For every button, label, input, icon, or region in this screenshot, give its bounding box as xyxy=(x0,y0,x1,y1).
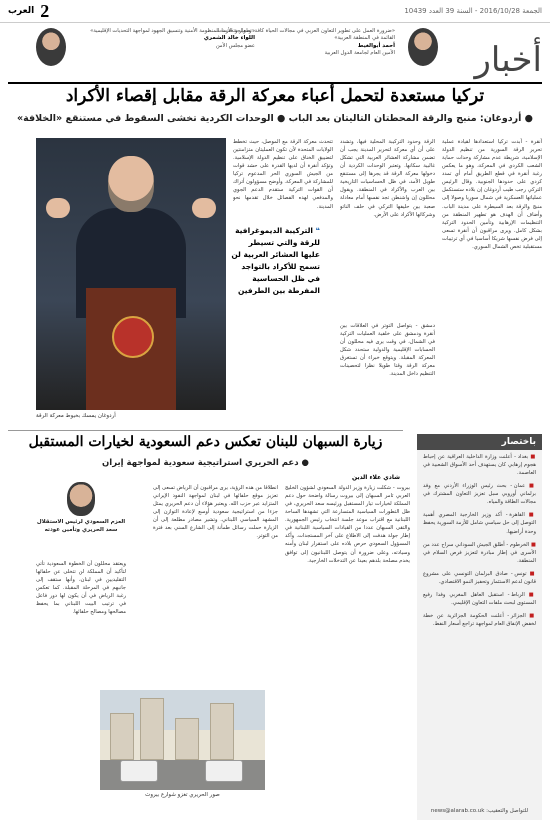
second-story-column-1: بيروت - شكلت زيارة وزير الدولة السعودي لشؤون الخليج العربي ثامر السبهان إلى بيروت رسالة واضحة حول دعم المملكة لخيارات تيار المستقبل ورئيسه سعد الحريري، في ظل التطورات السياسية المتسارعة التي تشهدها الساحة اللبنانية مع اقتراب موعد جلسة انتخاب رئيس الجمهورية. والتقى السبهان عددا من القيادات السياسية اللبنانية في إطار جولة هدفت إلى الاطلاع على آخر المستجدات. وأكد المسؤول السعودي حرص بلاده على استقرار لبنان وأمنه وسيادته، وعلى ضرورة أن يتوصل اللبنانيون إلى توافق يخدم مصلحة بلدهم بعيدا عن التدخلات الخارجية. xyxy=(285,485,410,564)
list-item: ■ الخرطوم - أطلق الجيش السوداني سراح عدد من الأسرى في إطار مبادرة لتعزيز فرص السلام في المنطقة. xyxy=(423,541,536,564)
presidential-emblem-icon xyxy=(112,316,154,358)
header-divider xyxy=(8,82,542,84)
byline: شادي علاء الدين xyxy=(351,474,400,481)
quote-role: عضو مجلس الأمن xyxy=(215,42,255,49)
sidebar-title: باختصار xyxy=(417,434,542,450)
list-item: ■ الرباط - استقبل العاهل المغربي وفدا رفيع المستوى لبحث ملفات التعاون الإقليمي. xyxy=(423,591,536,606)
masthead xyxy=(8,1,49,22)
issue-info: الجمعة 2016/10/28 - السنة 39 العدد 10439 xyxy=(404,7,542,15)
main-story-column-1: أنقرة - أبدت تركيا استعدادها لقيادة عملية تحرير الرقة السورية من تنظيم الدولة الإسلامية، شريطة عدم مشاركة وحدات حماية الشعب الكردي في المعركة، وهو ما يعكس رغبة أنقرة في قطع الطريق أمام أي تمدد كردي على حدودها الجنوبية. وقال الرئيس التركي رجب طيب أردوغان إن بلاده ستستكمل عملياتها العسكرية في شمال سوريا وصولا إلى منبج والرقة بعد السيطرة على مدينة الباب. وأضاف أن الهدف هو تطهير المنطقة من التنظيمات الإرهابية وتأمين الحدود التركية بشكل كامل. ويرى مراقبون أن أنقرة تسعى إلى فرض نفسها شريكا أساسيا في أي ترتيبات مستقبلية تخص الشمال السوري. xyxy=(442,139,542,250)
pull-quote xyxy=(230,225,320,297)
second-story-column-3: ويعتقد محللون أن الخطوة السعودية تأتي لتأكيد أن المملكة لن تتخلى عن حلفائها التقليديين في لبنان، وأنها ستقف إلى جانبهم في المرحلة المقبلة. كما تعكس رغبة الرياض في أن يكون لها دور فاعل في ترتيب البيت اللبناني بما يحفظ مصالحها ومصالح حلفائها. xyxy=(36,561,126,616)
quote-author: اللواء خالد الشمري xyxy=(203,35,255,42)
photo-hand-right xyxy=(192,198,216,218)
photo-building xyxy=(175,718,199,760)
second-story-column-2: انطلاقا من هذه الرؤية، يرى مراقبون أن الرياض تسعى إلى تعزيز موقع حلفائها في لبنان لمواجهة النفوذ الإيراني المتزايد عبر حزب الله. ويعتبر هؤلاء أن دعم الحريري يمثل جزءا من استراتيجية سعودية أوسع لإعادة التوازن إلى المشهد السياسي اللبناني. وتشير مصادر مطلعة إلى أن الزيارة حملت رسائل طمأنة إلى الشارع السني بعد فترة من التوتر. xyxy=(153,485,278,540)
main-headline: تركيا مستعدة لتحمل أعباء معركة الرقة مقابل إقصاء الأكراد xyxy=(65,86,485,106)
list-item: ■ تونس - صادق البرلمان التونسي على مشروع قانون لدعم الاستثمار وتحفيز النمو الاقتصادي. xyxy=(423,570,536,585)
photo-building xyxy=(210,703,234,760)
second-headline: زيارة السبهان للبنان تعكس دعم السعودية لخيارات المستقبل xyxy=(28,434,383,450)
list-item: ■ الجزائر - أعلنت الحكومة الجزائرية عن خطة لخفض الإنفاق العام لمواجهة تراجع أسعار النفط. xyxy=(423,613,536,628)
portrait-face xyxy=(67,482,95,516)
quote-text: «تطوير وتحديث المنظومة الأمنية وتنسيق الجهود لمواجهة التحديات الإقليمية» xyxy=(90,28,255,34)
list-item: ■ عمان - بحث رئيس الوزراء الأردني مع وفد برلماني أوروبي سبل تعزيز التعاون المشترك في مجالات الطاقة والمياه. xyxy=(423,483,536,506)
pull-quote-text: التركيبة الديموغرافية للرقة والتي تسيطر عليها العشائر العربية لن تسمح للأكراد بالتواجد في ظل الحساسية المفرطة بين الطرفين xyxy=(231,226,320,295)
main-story-column-4: دمشق - يتواصل التوتر في العلاقات بين أنقرة ودمشق على خلفية العمليات التركية في الشمال، في وقت يرى فيه محللون أن الحسابات الإقليمية والدولية ستحدد شكل المعركة المقبلة. ويتوقع خبراء أن تستغرق معركة الرقة وقتا طويلا نظرا لتحصينات التنظيم داخل المدينة. xyxy=(340,323,435,378)
quote-text: «ضرورة العمل على تطوير التعاون العربي في مجالات الحياة كافة، ومعالجة الأزمات القائمة في المنطقة العربية» xyxy=(216,28,395,42)
quote-portrait-2 xyxy=(36,28,66,66)
quote-mark-icon: ❝ xyxy=(315,226,320,235)
photo-building xyxy=(140,698,164,760)
photo-vehicle xyxy=(120,760,158,782)
photo-vehicle xyxy=(205,760,243,782)
photo-hand-left xyxy=(46,198,70,218)
street-photo-caption: صور الحريري تغزو شوارع بيروت xyxy=(145,792,220,798)
main-subheadline: ● أردوغان: منبج والرقة المحطتان التاليتان بعد الباب ● الوحدات الكردية تخشى السقوط في مستنقع «الخلافة» xyxy=(17,113,533,124)
newspaper-logo: العرب xyxy=(8,6,35,16)
quote-portrait-1 xyxy=(408,28,438,66)
contact-email: للتواصل والتعقيب: news@alarab.co.uk xyxy=(430,808,529,814)
photo-figure-head xyxy=(108,156,154,212)
hariri-portrait xyxy=(36,482,126,535)
main-story-column-2: الرقة وحدود التركيبة المحلية فيها، وتشدد على أن أي معركة لتحرير المدينة يجب أن تضمن مشاركة العشائر العربية التي تشكل غالبية سكانها. وتعتبر الوحدات الكردية أن دخولها معركة الرقة قد يجرها إلى مستنقع طويل الأمد، في ظل الحساسيات التاريخية بين العرب والأكراد في المنطقة. ويقول محللون إن واشنطن تجد نفسها أمام معادلة صعبة بين حليفها التركي في حلف الناتو وشركائها الأكراد على الأرض. xyxy=(340,139,435,218)
quote-author: أحمد أبوالغيط xyxy=(357,42,395,49)
photo-building xyxy=(110,713,134,760)
second-subheadline: ● دعم الحريري استراتيجية سعودية لمواجهة إيران xyxy=(102,458,309,468)
main-photo-caption: أردوغان يمسك بخيوط معركة الرقة xyxy=(36,413,116,419)
section-title: أخبار xyxy=(474,40,542,80)
quote-box-2 xyxy=(80,28,255,50)
brief-news-sidebar xyxy=(417,434,542,820)
brief-news-list xyxy=(417,450,542,636)
main-story-column-3: تتحدث معركة الرقة مع الموصل، حيث تخطط الولايات المتحدة لأن تكون العمليتان متزامنتين لتضييق الخناق على تنظيم الدولة الإسلامية. وتؤكد أنقرة أن لديها القدرة على حشد قوات من الجيش السوري الحر المدعوم تركيا للمشاركة في المعركة. وأوضح مسؤولون أتراك أن القوات التركية ستقدم الدعم الجوي والمدفعي لهذه الفصائل خلال تقدمها نحو المدينة. xyxy=(233,139,333,210)
list-item: ■ بغداد - أعلنت وزارة الداخلية العراقية عن إحباط هجوم إرهابي كان يستهدف أحد الأسواق الشعبية في العاصمة. xyxy=(423,454,536,477)
quote-role: الأمين العام لجامعة الدول العربية xyxy=(324,50,395,57)
portrait-caption: العزم السعودي لرئيس الاستقلال سعد الحريري وتأمين عودته xyxy=(36,519,126,534)
story-divider xyxy=(8,430,403,431)
beirut-street-photo xyxy=(100,690,265,790)
list-item: ■ القاهرة - أكد وزير الخارجية المصري أهمية التوصل إلى حل سياسي شامل للأزمة السورية يحفظ وحدة أراضيها. xyxy=(423,512,536,535)
erdogan-photo xyxy=(36,138,226,410)
page-number: 2 xyxy=(40,0,50,21)
top-bar xyxy=(0,0,550,23)
